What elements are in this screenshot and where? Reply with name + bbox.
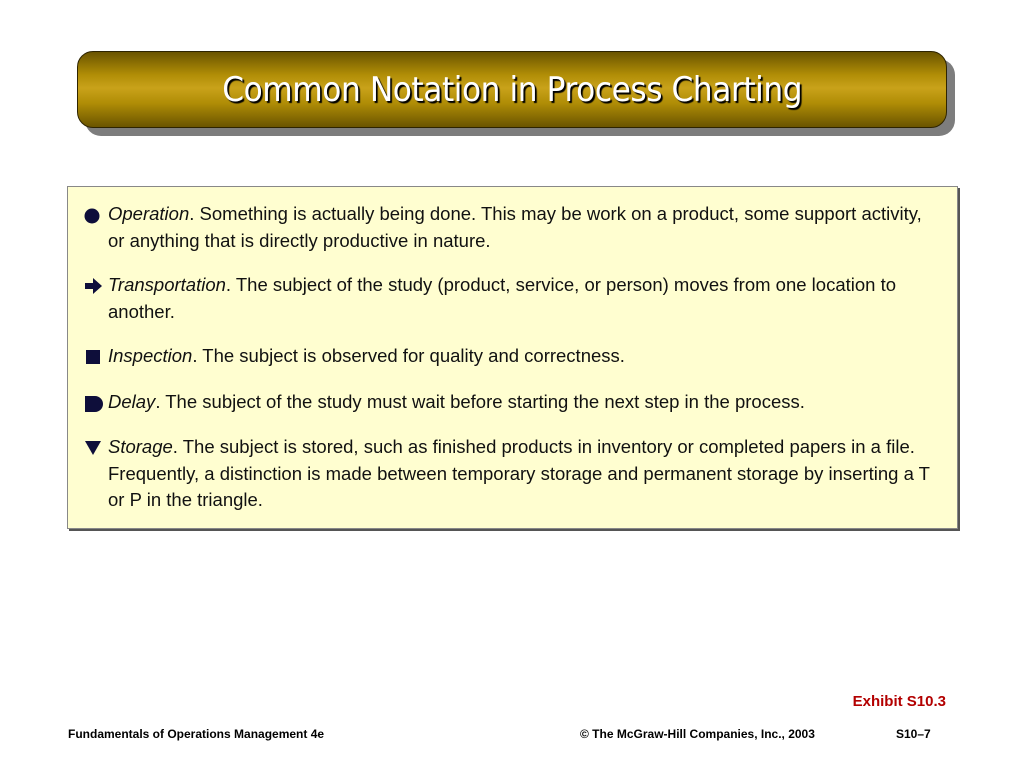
notation-term: Operation bbox=[108, 203, 190, 224]
exhibit-box bbox=[67, 186, 958, 529]
footer-copyright: © The McGraw-Hill Companies, Inc., 2003 bbox=[580, 727, 815, 741]
inspection-square-icon bbox=[84, 348, 104, 368]
notation-description: . The subject of the study (product, service, or person) moves from one location to another. bbox=[108, 274, 897, 322]
title-bar bbox=[77, 51, 947, 128]
slide-title: Common Notation in Process Charting bbox=[222, 69, 802, 110]
notation-text-delay bbox=[108, 389, 943, 416]
delay-d-shape-icon bbox=[84, 394, 104, 414]
operation-circle-icon bbox=[84, 206, 104, 226]
notation-description: . The subject of the study must wait before starting the next step in the process. bbox=[155, 391, 805, 412]
storage-triangle-icon bbox=[84, 438, 104, 458]
notation-term: Transportation bbox=[108, 274, 226, 295]
notation-term: Delay bbox=[108, 391, 156, 412]
notation-text-inspection bbox=[108, 343, 943, 370]
notation-term: Inspection bbox=[108, 345, 193, 366]
notation-term: Storage bbox=[108, 436, 173, 457]
transportation-arrow-icon bbox=[84, 276, 104, 296]
notation-description: . The subject is stored, such as finished products in inventory or completed papers in a file. Frequently, a distinction is made between temporary storage and permanent storage by inserting a T or P in the triangle. bbox=[108, 436, 930, 510]
exhibit-label: Exhibit S10.3 bbox=[852, 693, 946, 710]
notation-description: . Something is actually being done. This may be work on a product, some support activity, or anything that is directly productive in nature. bbox=[108, 203, 922, 251]
notation-text-storage bbox=[108, 434, 943, 514]
footer-book-title: Fundamentals of Operations Management 4e bbox=[68, 727, 325, 741]
notation-description: . The subject is observed for quality and correctness. bbox=[192, 345, 625, 366]
notation-text-transportation bbox=[108, 272, 943, 325]
footer-slide-number: S10–7 bbox=[896, 727, 931, 741]
notation-text-operation bbox=[108, 201, 943, 254]
